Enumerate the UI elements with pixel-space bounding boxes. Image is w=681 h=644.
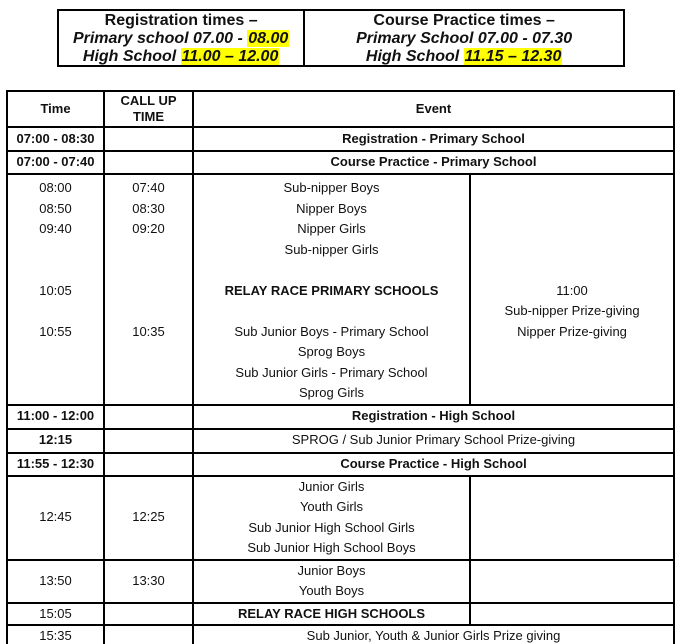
time-cell [7, 405, 104, 429]
table-row [7, 560, 674, 603]
call-up-time-cell [104, 91, 193, 127]
cell-line: 07:40 [132, 180, 165, 195]
cell-line: Course Practice - Primary School [330, 154, 537, 170]
registration-times-box [59, 11, 303, 65]
cell-line: Sub Junior High School Girls [248, 519, 415, 535]
event-cell [193, 453, 674, 476]
cell-line: 08:50 [39, 200, 72, 216]
event-cell [193, 405, 674, 429]
cell-line: SPROG / Sub Junior Primary School Prize-giving [291, 432, 576, 448]
event-cell [193, 625, 674, 644]
call-up-time-cell [104, 151, 193, 174]
cell-line: 10:55 [39, 323, 72, 339]
cell-line: Junior Girls [298, 478, 365, 494]
cell-line [105, 301, 192, 322]
cell-line [105, 260, 192, 281]
registration-high-text: High School [82, 47, 181, 65]
registration-primary-line [59, 30, 303, 48]
cell-line: RELAY RACE HIGH SCHOOLS [237, 605, 426, 621]
course-practice-primary-line [305, 30, 623, 48]
cell-line: TIME [132, 109, 165, 124]
table-row [7, 476, 674, 560]
cell-line: Time [40, 100, 71, 116]
event-cell [193, 151, 674, 174]
registration-high-line [59, 48, 303, 66]
cell-line: 11:00 [556, 282, 588, 298]
cell-line: Course Practice - High School [340, 455, 527, 471]
cell-line [105, 240, 192, 261]
cell-line: Junior Boys [297, 562, 366, 578]
cell-line: 15:35 [39, 628, 72, 643]
course-practice-high-highlight: 11.15 – 12.30 [464, 47, 562, 65]
cell-line [8, 260, 103, 281]
event-cell [193, 91, 674, 127]
cell-line [471, 240, 673, 261]
registration-times-title: Registration times – [104, 11, 258, 29]
call-up-time-cell [104, 560, 193, 603]
table-row [7, 625, 674, 644]
cell-line: Youth Girls [299, 499, 364, 514]
time-cell [7, 625, 104, 644]
time-cell [7, 127, 104, 151]
event-cell [193, 127, 674, 151]
time-cell [7, 476, 104, 560]
time-cell [7, 91, 104, 127]
cell-line: 11:55 - 12:30 [16, 455, 95, 471]
cell-line: RELAY RACE PRIMARY SCHOOLS [224, 282, 439, 298]
cell-line: Sprog Boys [297, 344, 366, 359]
time-cell [7, 151, 104, 174]
time-cell [7, 429, 104, 453]
cell-line [194, 260, 469, 281]
cell-line: Sub Junior, Youth & Junior Girls Prize giving [306, 628, 561, 643]
times-banner [57, 9, 625, 67]
call-up-time-cell [104, 429, 193, 453]
cell-line [471, 260, 673, 281]
side-note-cell [470, 174, 674, 405]
registration-primary-highlight: 08.00 [248, 29, 289, 47]
registration-primary-text: Primary school 07.00 - [72, 29, 248, 47]
event-cell [193, 429, 674, 453]
event-cell [193, 603, 470, 626]
cell-line: Nipper Girls [297, 221, 366, 236]
course-practice-times-title: Course Practice times – [373, 11, 555, 29]
side-note-cell [470, 560, 674, 603]
cell-line: Registration - High School [351, 408, 516, 424]
cell-line: 12:15 [38, 432, 73, 448]
cell-line: 09:20 [132, 221, 165, 236]
course-practice-high-text: High School [365, 47, 464, 65]
cell-line: 10:35 [132, 323, 165, 339]
call-up-time-cell [104, 174, 193, 405]
cell-line: 07:00 - 07:40 [16, 154, 95, 170]
cell-line: 08:30 [132, 200, 165, 216]
cell-line: 07:00 - 08:30 [16, 130, 95, 146]
table-row [7, 429, 674, 453]
cell-line: 13:50 [39, 572, 72, 588]
cell-line: Sub-nipper Prize-giving [504, 303, 640, 318]
course-practice-times-box [303, 11, 623, 65]
schedule-table [6, 90, 675, 644]
cell-line [471, 199, 673, 220]
table-row [7, 127, 674, 151]
cell-line: 12:25 [132, 509, 165, 525]
cell-line: 12:45 [39, 509, 72, 525]
course-practice-high-line [305, 48, 623, 66]
cell-line [471, 219, 673, 240]
cell-line [105, 281, 192, 302]
cell-line: Sub-nipper Boys [283, 180, 380, 195]
call-up-time-cell [104, 453, 193, 476]
cell-line [8, 240, 103, 261]
table-row [7, 603, 674, 626]
cell-line: Event [415, 100, 452, 116]
event-cell [193, 560, 470, 603]
cell-line: 08:00 [39, 180, 72, 195]
side-note-cell [470, 476, 674, 560]
table-row [7, 405, 674, 429]
cell-line: 15:05 [39, 605, 72, 621]
cell-line [194, 301, 469, 322]
cell-line [8, 301, 103, 322]
registration-high-highlight: 11.00 – 12.00 [181, 47, 279, 65]
cell-line: 13:30 [132, 572, 165, 588]
cell-line: Sub Junior Boys - Primary School [234, 323, 429, 339]
table-row [7, 174, 674, 405]
event-cell [193, 476, 470, 560]
cell-line: 10:05 [39, 282, 72, 298]
cell-line: Youth Boys [298, 583, 365, 598]
cell-line: Sub Junior Girls - Primary School [235, 364, 428, 380]
call-up-time-cell [104, 603, 193, 626]
table-row [7, 151, 674, 174]
call-up-time-cell [104, 405, 193, 429]
cell-line: CALL UP [120, 92, 177, 108]
cell-line [471, 178, 673, 199]
cell-line: Nipper Prize-giving [517, 323, 627, 339]
table-row [7, 453, 674, 476]
side-note-cell [470, 603, 674, 626]
call-up-time-cell [104, 625, 193, 644]
call-up-time-cell [104, 476, 193, 560]
table-row [7, 91, 674, 127]
cell-line: Nipper Boys [296, 200, 367, 216]
event-cell [193, 174, 470, 405]
time-cell [7, 603, 104, 626]
cell-line: 11:00 - 12:00 [16, 408, 95, 424]
time-cell [7, 560, 104, 603]
course-practice-primary-text: Primary School 07.00 - 07.30 [356, 29, 573, 47]
cell-line: Sub-nipper Girls [284, 241, 379, 257]
time-cell [7, 453, 104, 476]
cell-line: Registration - Primary School [342, 130, 525, 146]
cell-line: Sub Junior High School Boys [247, 540, 416, 555]
call-up-time-cell [104, 127, 193, 151]
cell-line: Sprog Girls [298, 385, 365, 400]
cell-line: 09:40 [39, 221, 72, 236]
time-cell [7, 174, 104, 405]
